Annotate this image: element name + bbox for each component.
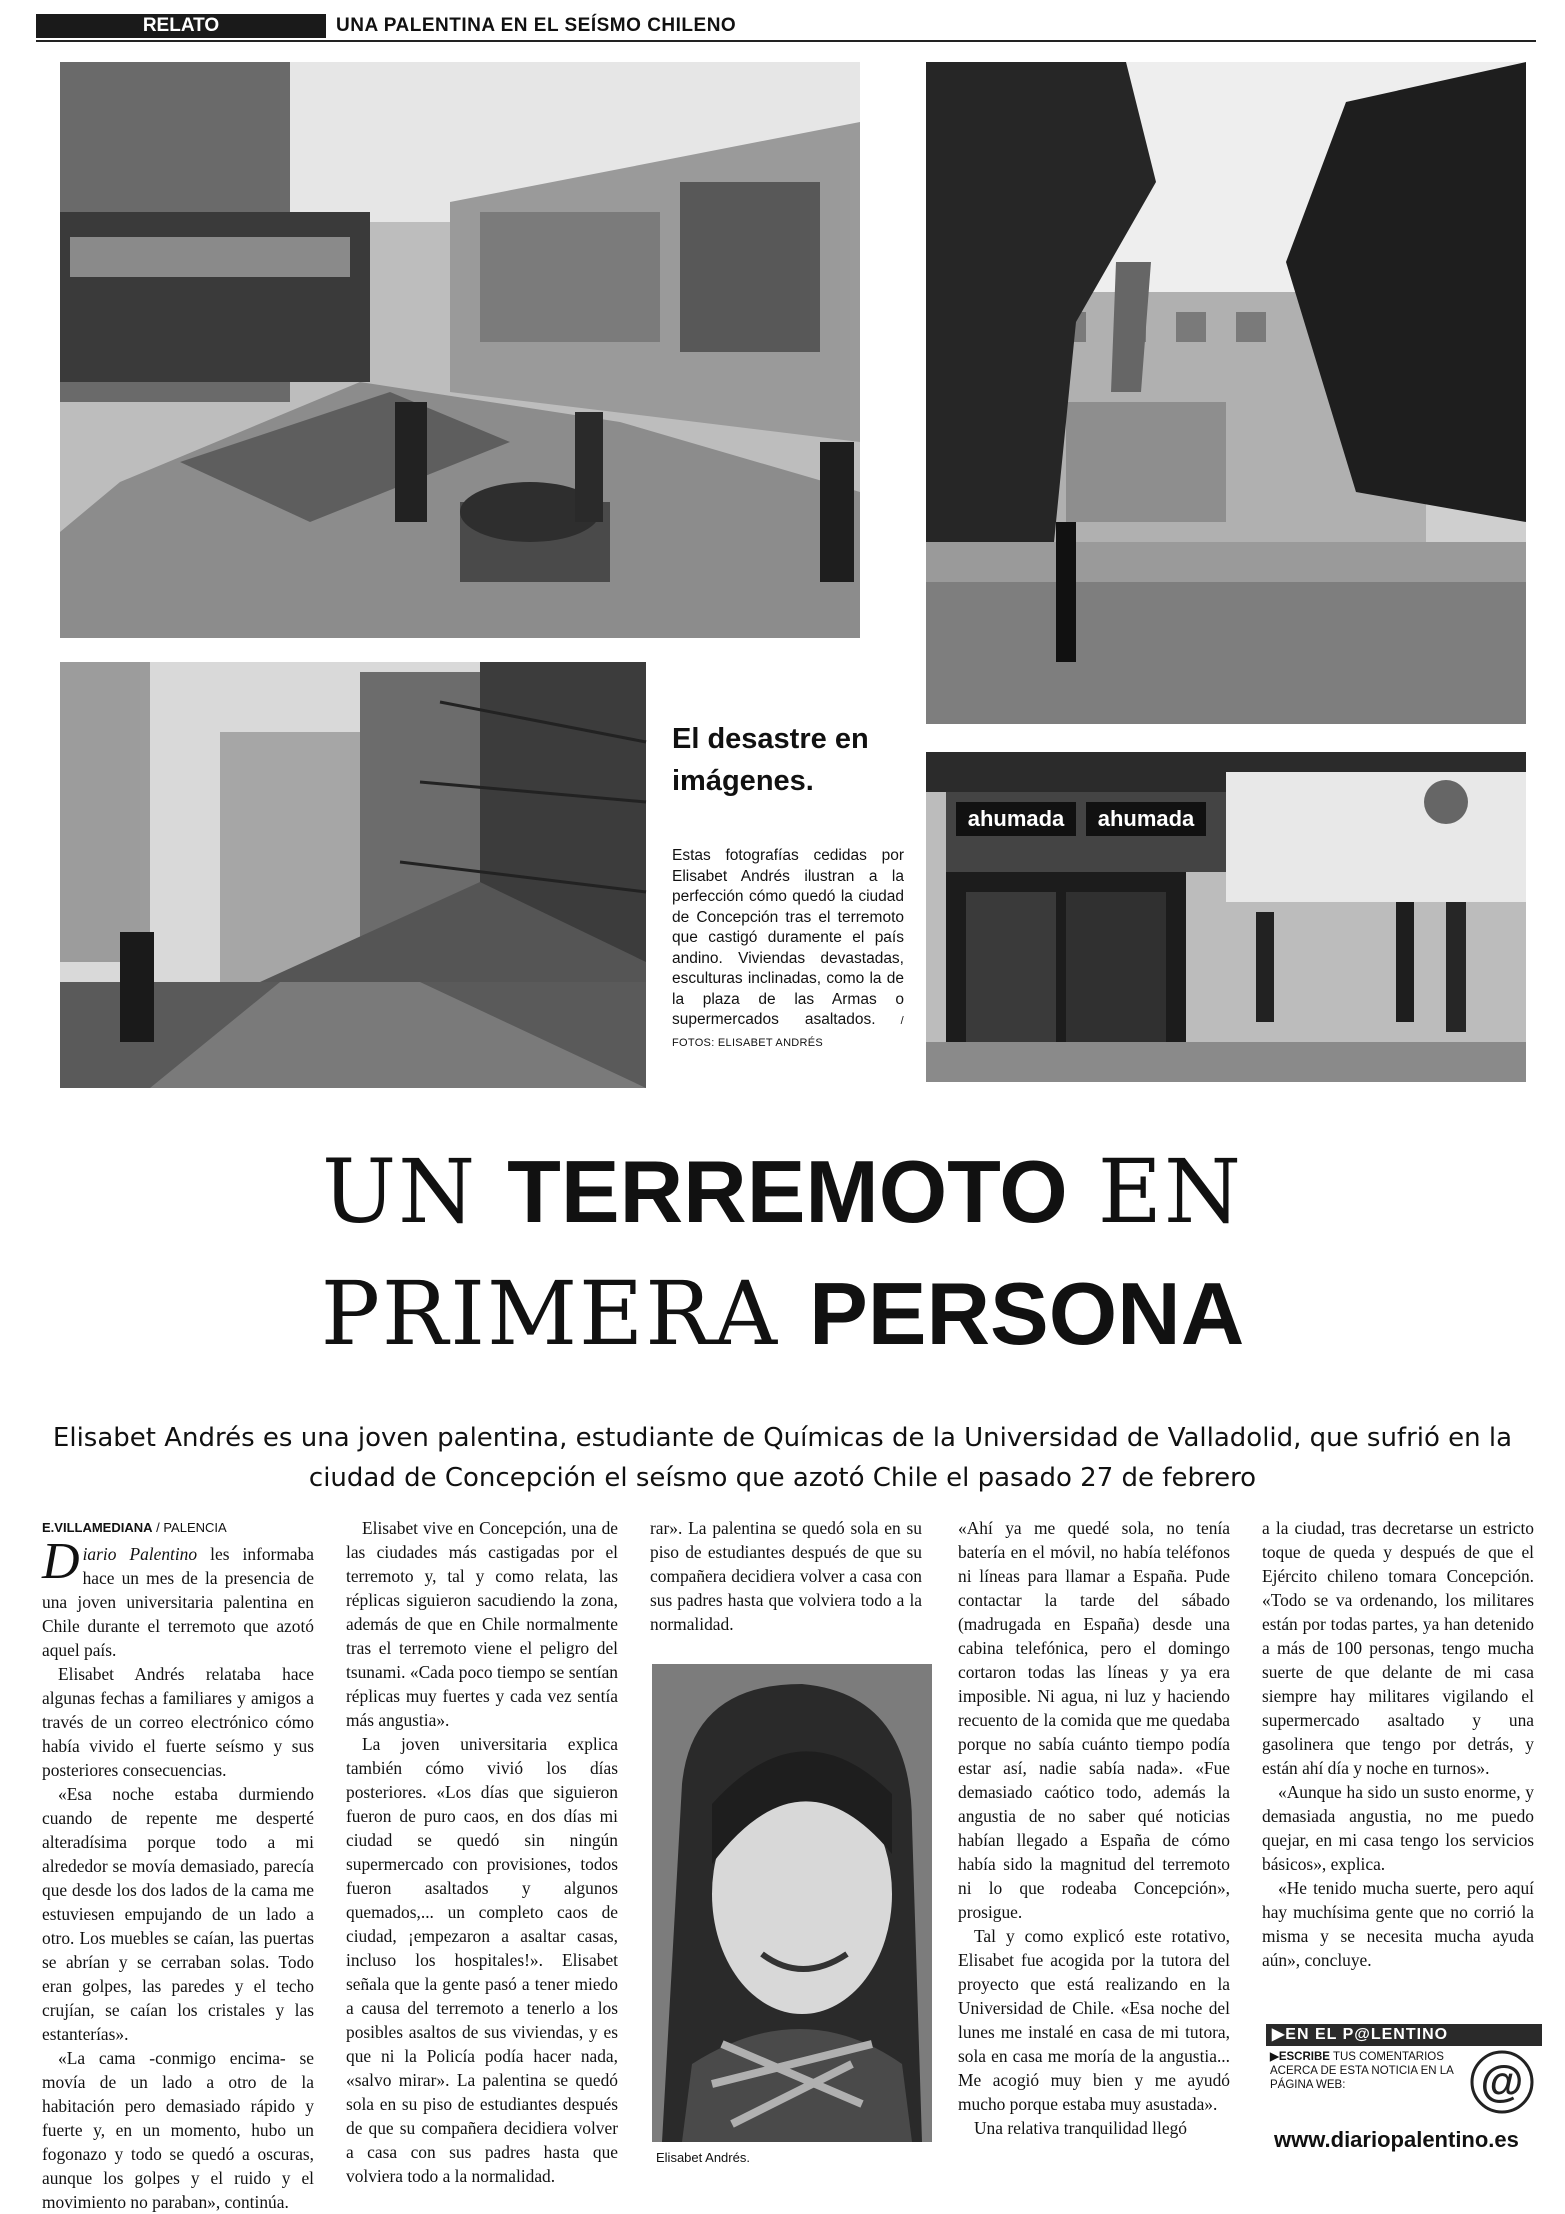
promo-label: ▶ESCRIBE: [1270, 2051, 1330, 2063]
paragraph-7: «Ahí ya me quedé sola, no tenía batería en el móvil, no había teléfonos ni líneas para llamar a España. Pude contactar la tarde del sábado (madrugada en España) desde una cabina telefónica, pero el domingo cortaron todas las líneas y ya era imposible. Ni agua, ni luz y haciendo recuento de la comida que me quedaba porque no sabía cuánto tiempo podía estar así, nadie sabía nada». «Fue demasiado caótico todo, además la angustia de no saber qué noticias habían llegado a España de cómo había sido la magnitud del terremoto ni lo que rodeaba Concepción», prosigue.: [958, 1518, 1230, 1922]
at-symbol: @: [1480, 2057, 1524, 2106]
paragraph-10: «Aunque ha sido un susto enorme, y demasiada angustia, no me puedo quejar, en mi casa tengo los servicios básicos», explica.: [1262, 1782, 1534, 1874]
headline-line-1: [0, 1140, 1565, 1244]
section-title: UNA PALENTINA EN EL SEÍSMO CHILENO: [336, 15, 737, 36]
paragraph-11: «He tenido mucha suerte, pero aquí hay muchísima gente que no corrió la misma y se necesita mucha ayuda aún», concluye.: [1262, 1878, 1534, 1970]
paragraph-1: [42, 1533, 314, 1662]
article-column-2: [346, 1516, 618, 2186]
paragraph-1-text: les informaba hace un mes de la presencia de una joven universitaria palentina en Chile durante el terremoto que azotó aquel país.: [42, 1544, 314, 1660]
photo-plaza-statue: [926, 62, 1526, 724]
paragraph-3: «Esa noche estaba durmiendo cuando de repente me desperté alteradísima porque todo a mi alrededor se movía demasiado, parecía que desde los dos lados de la cama me estuviesen empujando de un lado a otro. Los muebles se caían, las puertas se abrían y se cerraban solas. Todo eran golpes, las paredes y el techo crujían, se caían los cristales y las estanterías».: [42, 1784, 314, 2044]
headline-word-un: UN: [322, 1140, 508, 1243]
store-sign-right: ahumada: [1097, 806, 1195, 831]
article-column-5: [1262, 1516, 1534, 2016]
promo-title: ▶EN EL P@LENTINO: [1266, 2024, 1542, 2046]
headline-line-2: [0, 1262, 1565, 1366]
dropcap: D: [42, 1533, 80, 1590]
byline-author: E.VILLAMEDIANA: [42, 1520, 153, 1535]
web-promo-box: [1266, 2024, 1542, 2164]
paragraph-4: «La cama -conmigo encima- se movía de un lado a otro de la habitación pero demasiado rápido y fuerte y, en un momento, hubo un fogonazo y todo se quedó a oscuras, aunque los golpes y el ruido y el movimiento no paraban», continúa.: [42, 2048, 314, 2212]
photo-supermarket: [926, 752, 1526, 1082]
photo-caption: [672, 846, 904, 1053]
photo-caption-text: Estas fotografías cedidas por Elisabet Andrés ilustran a la perfección cómo quedó la ciudad de Concepción tras el terremoto que castigó duramente el país andino. Viviendas devastadas, esculturas inclinadas, como la de la plaza de las Armas o supermercados asaltados.: [672, 847, 904, 1028]
headline-word-en: EN: [1067, 1140, 1243, 1243]
section-tag: RELATO: [36, 14, 326, 38]
byline-location: / PALENCIA: [152, 1520, 227, 1535]
paragraph-6: La joven universitaria explica también cómo vivió los días posteriores. «Los días que siguieron fueron de puro caos, en dos días mi ciudad se quedó sin ningún supermercado con provisiones, todos fueron asaltados y algunos quemados,... un completo caos de ciudad, ¡empezaron a asaltar casas, incluso los hospitales!». Elisabet señala que la gente pasó a tener miedo a causa del terremoto a tenerlo a los posibles asaltos de sus viviendas, y es que ni la Policía podía hacer nada, «salvo mirar». La palentina se quedó sola en su piso de estudiantes después de que su compañera decidiera volver a casa con sus padres hasta que volviera todo a la normalidad.: [346, 1734, 618, 2186]
store-sign-left: ahumada: [967, 806, 1065, 831]
paragraph-5: Elisabet vive en Concepción, una de las ciudades más castigadas por el terremoto y, tal y como relata, las réplicas siguieron sacudiendo la zona, además de que en Chile normalmente tras el terremoto viene el peligro del tsunami. «Cada poco tiempo se sentían réplicas muy fuertes y cada vez sentía más angustia».: [346, 1518, 618, 1730]
headline-word-primera: PRIMERA: [320, 1262, 810, 1365]
newspaper-name: iario Palentino: [82, 1544, 198, 1564]
at-sign-icon: [1470, 2050, 1534, 2114]
paragraph-9-continued: a la ciudad, tras decretarse un estricto toque de queda y después de que el Ejército chileno tomara Concepción. «Todo se va ordenando, los militares están por todas partes, ya han detenido a más de 100 personas, tengo mucha suerte de que delante de mi casa siempre hay militares vigilando el supermercado asaltado y una gasolinera que tengo por detrás, y están ahí día y noche en turnos».: [1262, 1518, 1534, 1778]
portrait-caption: Elisabet Andrés.: [656, 2150, 750, 2165]
photo-collapsed-building: [60, 62, 860, 638]
article-column-4: [958, 1516, 1230, 2156]
photo-credit: / FOTOS: ELISABET ANDRÉS: [672, 1015, 905, 1049]
paragraph-6-continued: rar». La palentina se quedó sola en su piso de estudiantes después de que su compañera decidiera volver a casa con sus padres hasta que volviera todo a la normalidad.: [650, 1518, 922, 1634]
byline: [42, 1516, 314, 1540]
promo-text-body: TUS COMENTARIOS ACERCA DE ESTA NOTICIA EN LA PÁGINA WEB:: [1270, 2051, 1454, 2091]
article-column-3: [650, 1516, 922, 1648]
article-column-1: [42, 1516, 314, 2212]
promo-text: [1270, 2050, 1470, 2092]
paragraph-9-start: Una relativa tranquilidad llegó: [974, 2118, 1187, 2138]
header-rule: [36, 40, 1536, 42]
paragraph-8: Tal y como explicó este rotativo, Elisabet fue acogida por la tutora del proyecto que está realizando en la Universidad de Chile. «Esa noche del lunes me instalé en casa de mi tutora, sola en casa me moría de la angustia... Me acogió muy bien y me ayudó mucho porque estaba muy asustada».: [958, 1926, 1230, 2114]
website-link[interactable]: www.diariopalentino.es: [1274, 2127, 1519, 2152]
paragraph-2: Elisabet Andrés relataba hace algunas fechas a familiares y amigos a través de un correo electrónico cómo había vivido el fuerte seísmo y sus posteriores consecuencias.: [42, 1664, 314, 1780]
photo-caption-headline: El desastre en imágenes.: [672, 723, 869, 797]
deck-subtitle: Elisabet Andrés es una joven palentina, estudiante de Químicas de la Universidad de Valladolid, que sufrió en la ciudad de Concepción el seísmo que azotó Chile el pasado 27 de febrero: [52, 1423, 1513, 1493]
photo-portrait-elisabet: [652, 1664, 932, 2142]
headline-word-terremoto: TERREMOTO: [507, 1142, 1068, 1241]
headline-word-persona: PERSONA: [809, 1264, 1245, 1363]
photo-street: [60, 662, 646, 1088]
